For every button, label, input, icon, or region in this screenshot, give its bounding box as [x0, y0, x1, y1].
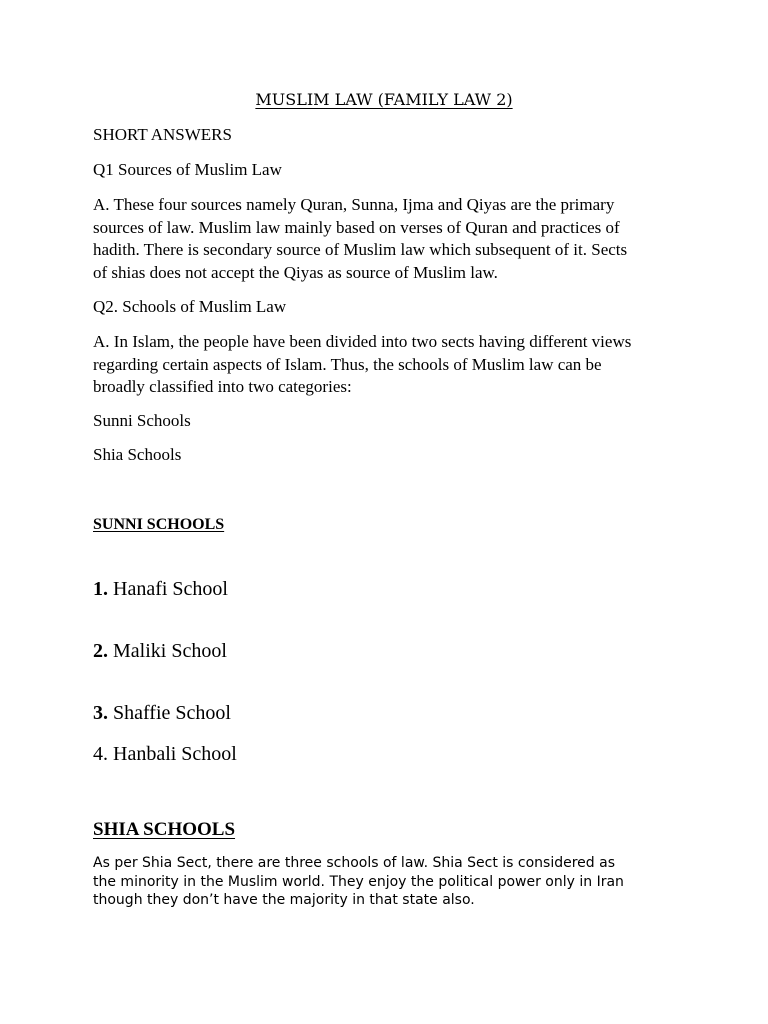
category-shia: Shia Schools [93, 445, 182, 464]
school-name: Maliki School [113, 640, 227, 662]
document-title: MUSLIM LAW (FAMILY LAW 2) [255, 90, 513, 109]
q1-answer-line: of shias does not accept the Qiyas as source of Muslim law. [93, 262, 498, 282]
school-name: Hanafi School [113, 578, 228, 600]
list-number: 3. [93, 702, 108, 724]
q2-question: Q2. Schools of Muslim Law [93, 297, 287, 316]
sunni-schools-heading: SUNNI SCHOOLS [93, 516, 225, 533]
list-number: 4. [93, 743, 108, 765]
q2-answer-line: regarding certain aspects of Islam. Thus, the schools of Muslim law can be [93, 354, 602, 374]
school-name: Shaffie School [113, 702, 231, 724]
shia-paragraph-line: As per Shia Sect, there are three schools of law. Shia Sect is considered as [93, 855, 616, 871]
shia-paragraph-line: though they don’t have the majority in that state also. [93, 892, 475, 909]
q2-answer-line: A. In Islam, the people have been divided into two sects having different views [93, 332, 632, 351]
shia-paragraph-line: the minority in the Muslim world. They enjoy the political power only in Iran [93, 873, 624, 890]
section-label: SHORT ANSWERS [93, 125, 232, 144]
sunni-school-item [93, 576, 228, 602]
category-sunni: Sunni Schools [93, 411, 191, 430]
q1-answer-line: A. These four sources namely Quran, Sunna, Ijma and Qiyas are the primary [93, 195, 615, 214]
q2-answer-line: broadly classified into two categories: [93, 377, 352, 397]
q1-answer-line: hadith. There is secondary source of Muslim law which subsequent of it. Sects [93, 240, 628, 260]
school-name: Hanbali School [113, 743, 237, 765]
list-number: 2. [93, 640, 108, 662]
sunni-school-item [93, 638, 227, 664]
q1-question: Q1 Sources of Muslim Law [93, 160, 282, 179]
list-number: 1. [93, 578, 108, 600]
q1-answer-line: sources of law. Muslim law mainly based on verses of Quran and practices of [93, 217, 620, 237]
shia-schools-heading: SHIA SCHOOLS [93, 819, 236, 840]
sunni-school-item [93, 741, 237, 767]
sunni-school-item [93, 700, 231, 726]
